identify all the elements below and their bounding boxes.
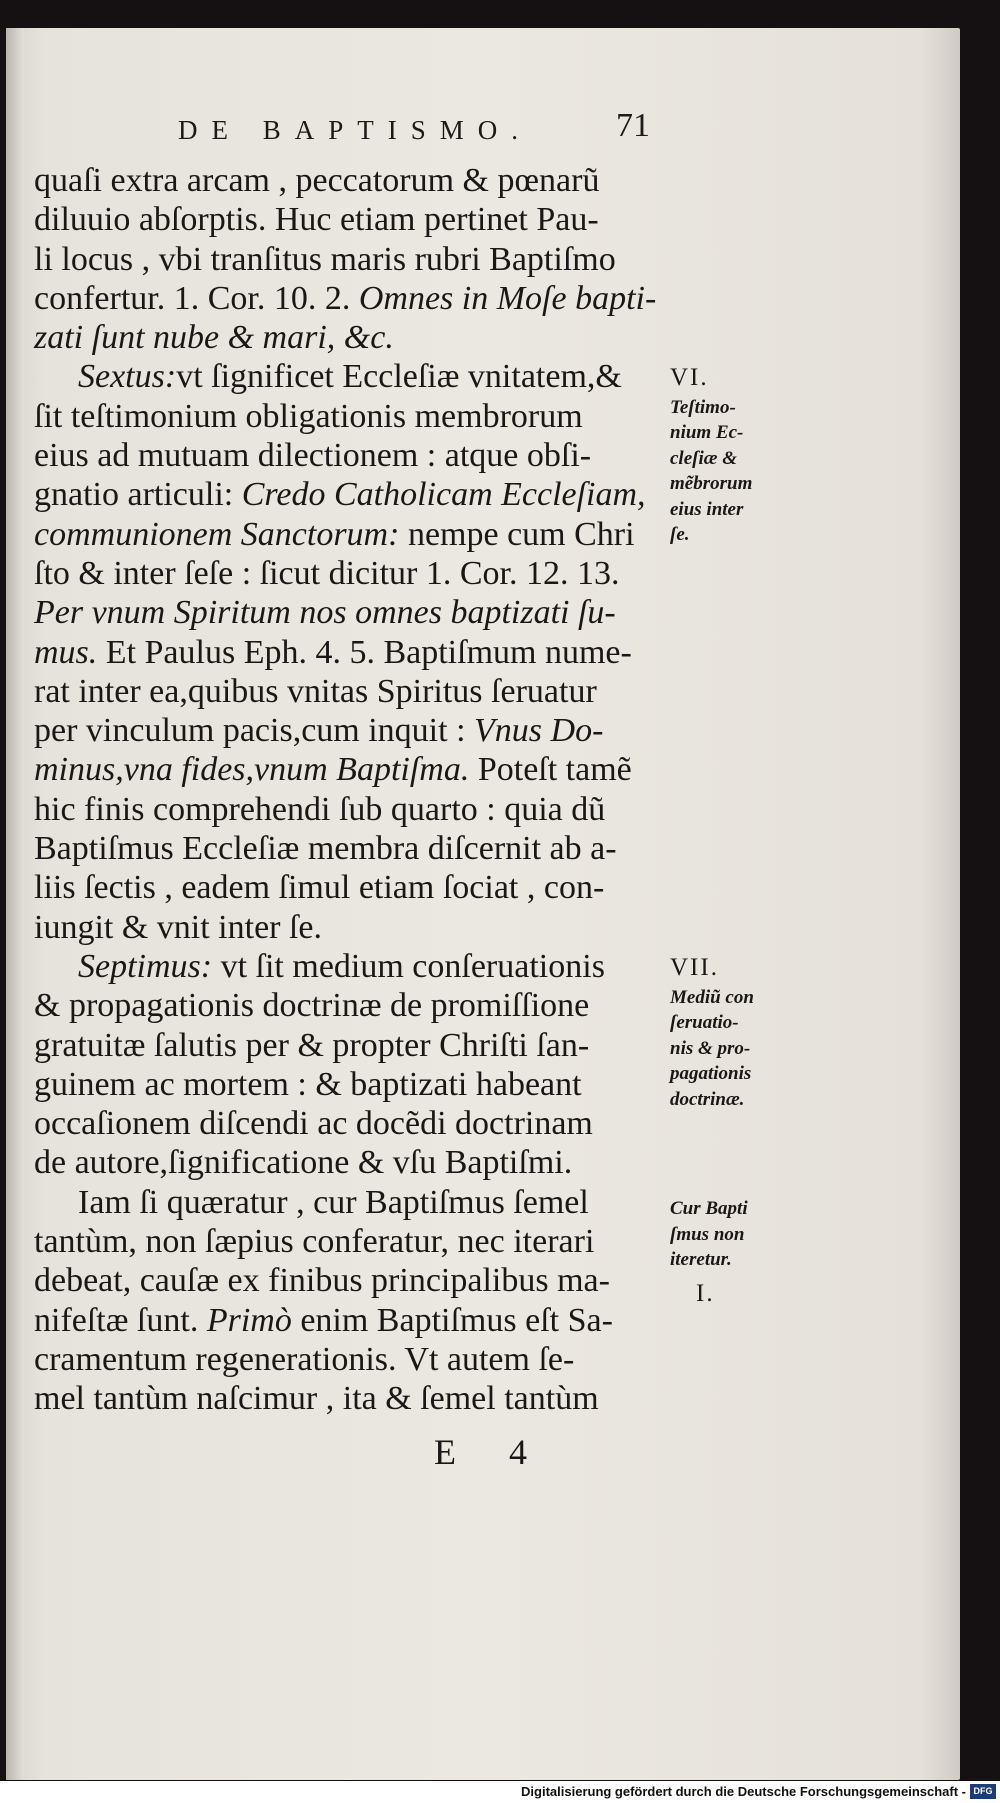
text-line xyxy=(34,397,676,436)
text-line xyxy=(34,279,676,318)
margin-note-line: Mediũ con xyxy=(670,986,754,1008)
footer-bar xyxy=(0,1781,1000,1803)
text-line xyxy=(34,1065,676,1104)
book-page xyxy=(6,28,960,1780)
roman-text: enim Baptiſmus eſt Sa- xyxy=(291,1301,613,1339)
text-line xyxy=(34,357,676,396)
roman-text: guinem ac mortem : & baptizati habeant xyxy=(34,1065,582,1103)
italic-text: zati ſunt nube & mari, &c. xyxy=(34,319,394,357)
text-line xyxy=(34,161,676,200)
text-line xyxy=(34,1183,676,1222)
roman-text: tantùm, non ſæpius conferatur, nec iterari xyxy=(34,1223,595,1261)
text-line xyxy=(34,240,676,279)
text-line xyxy=(34,868,676,907)
roman-text: nifeſtæ ſunt. xyxy=(34,1301,207,1339)
margin-note-line: eius inter xyxy=(670,498,744,520)
text-line xyxy=(34,986,676,1025)
roman-text: eius ad mutuam dilectionem : atque obſi- xyxy=(34,437,592,475)
margin-note-vi xyxy=(670,365,810,548)
italic-text: Vnus Do- xyxy=(474,712,604,750)
margin-note-line: ſeruatio- xyxy=(670,1012,739,1033)
margin-note-line: pagationis xyxy=(670,1063,752,1084)
text-line xyxy=(34,750,676,789)
margin-note-line: mẽbrorum xyxy=(670,473,753,494)
text-line xyxy=(34,829,676,868)
roman-text: nempe cum Chri xyxy=(399,515,635,553)
roman-text: gnatio articuli: xyxy=(34,476,242,514)
roman-text: occaſionem diſcendi ac docẽdi doctrinam xyxy=(34,1105,593,1143)
roman-text: debeat, cauſæ ex finibus principalibus ma- xyxy=(34,1262,610,1300)
roman-text: hic finis comprehendi ſub quarto : quia dũ xyxy=(34,790,606,828)
roman-text: Et Paulus Eph. 4. 5. Baptiſmum nume- xyxy=(97,633,632,671)
italic-text: Per vnum Spiritum nos omnes baptizati ſu- xyxy=(34,594,616,632)
margin-note-line: iteretur. xyxy=(670,1249,732,1270)
text-line xyxy=(34,947,676,986)
italic-text: Sextus: xyxy=(78,358,177,396)
text-line xyxy=(34,1104,676,1143)
text-line xyxy=(34,475,676,514)
roman-text: confertur. 1. Cor. 10. 2. xyxy=(34,279,359,317)
roman-text: ſto & inter ſeſe : ſicut dicitur 1. Cor. 12. 13. xyxy=(34,554,620,592)
italic-text: Primò xyxy=(206,1301,292,1339)
page-number: 71 xyxy=(616,107,650,144)
margin-note-line: ſe. xyxy=(670,524,690,545)
roman-text: li locus , vbi tranſitus maris rubri Baptiſmo xyxy=(34,240,616,278)
roman-text: Iam ſi quæratur , cur Baptiſmus ſemel xyxy=(78,1183,589,1221)
roman-text: per vinculum pacis,cum inquit : xyxy=(34,712,475,750)
roman-text: & propagationis doctrinæ de promiſſione xyxy=(34,987,590,1025)
text-line xyxy=(34,672,676,711)
roman-text: Baptiſmus Eccleſiæ membra diſcernit ab a- xyxy=(34,830,617,868)
italic-text: Credo Catholicam Eccleſiam, xyxy=(241,476,646,514)
italic-text: communionem Sanctorum: xyxy=(34,515,400,553)
margin-note-line: cleſiæ & xyxy=(670,447,738,469)
signature-mark: E 4 xyxy=(434,1432,549,1472)
roman-text: mel tantùm naſcimur , ita & ſemel tantùm xyxy=(34,1380,599,1418)
text-line xyxy=(34,515,676,554)
italic-text: Septimus: xyxy=(78,947,213,985)
roman-text: rat inter ea,quibus vnitas Spiritus ſeruatur xyxy=(34,672,597,710)
roman-text: liis ſectis , eadem ſimul etiam ſociat , con- xyxy=(34,869,605,907)
text-line xyxy=(34,318,676,357)
text-line xyxy=(34,790,676,829)
text-line xyxy=(34,593,676,632)
text-line xyxy=(34,908,676,947)
text-line xyxy=(34,1261,676,1300)
text-line xyxy=(34,436,676,475)
roman-text: Poteſt tamẽ xyxy=(469,751,632,789)
margin-note-number: I. xyxy=(696,1280,715,1307)
margin-note-line: nis & pro- xyxy=(670,1037,751,1059)
text-line xyxy=(34,711,676,750)
text-line xyxy=(34,1143,676,1182)
running-title: DE BAPTISMO. xyxy=(178,115,533,145)
text-line xyxy=(34,554,676,593)
margin-note-line: Teſtimo- xyxy=(670,396,736,418)
roman-text: quaſi extra arcam , peccatorum & pœnarũ xyxy=(34,162,600,199)
text-line xyxy=(34,1222,676,1261)
italic-text: mus. xyxy=(34,633,98,671)
text-line xyxy=(34,1340,676,1379)
text-line xyxy=(34,1301,676,1340)
text-line xyxy=(34,200,676,239)
italic-text: minus,vna fides,vnum Baptiſma. xyxy=(34,751,470,789)
margin-note-line: Cur Bapti xyxy=(670,1198,748,1219)
dfg-logo-icon: DFG xyxy=(970,1784,996,1799)
margin-note-cur-baptismus xyxy=(670,1196,810,1273)
margin-note-number: VII. xyxy=(670,954,719,981)
roman-text: iungit & vnit inter ſe. xyxy=(34,908,323,946)
roman-text: diluuio abſorptis. Huc etiam pertinet Pau- xyxy=(34,201,599,239)
text-line xyxy=(34,1026,676,1065)
margin-note-i xyxy=(696,1281,836,1307)
roman-text: vt ſit medium conſeruationis xyxy=(212,947,605,985)
body-text xyxy=(34,161,676,1419)
margin-note-line: ſmus non xyxy=(670,1223,745,1245)
page-header xyxy=(6,107,960,155)
roman-text: ſit teſtimonium obligationis membrorum xyxy=(34,397,583,435)
margin-note-line: doctrinæ. xyxy=(670,1088,745,1110)
italic-text: Omnes in Moſe bapti- xyxy=(358,279,657,317)
margin-note-vii xyxy=(670,955,810,1112)
margin-note-line: nium Ec- xyxy=(670,422,744,443)
text-line xyxy=(34,1379,676,1418)
roman-text: cramentum regenerationis. Vt autem ſe- xyxy=(34,1340,575,1378)
text-line xyxy=(34,633,676,672)
margin-note-number: VI. xyxy=(670,364,709,391)
footer-credit: Digitalisierung gefördert durch die Deutsche Forschungsgemeinschaft - xyxy=(521,1784,966,1799)
roman-text: gratuitæ ſalutis per & propter Chriſti ſan- xyxy=(34,1026,590,1064)
roman-text: de autore,ſignificatione & vſu Baptiſmi. xyxy=(34,1144,573,1182)
roman-text: vt ſignificet Eccleſiæ vnitatem,& xyxy=(176,358,622,396)
